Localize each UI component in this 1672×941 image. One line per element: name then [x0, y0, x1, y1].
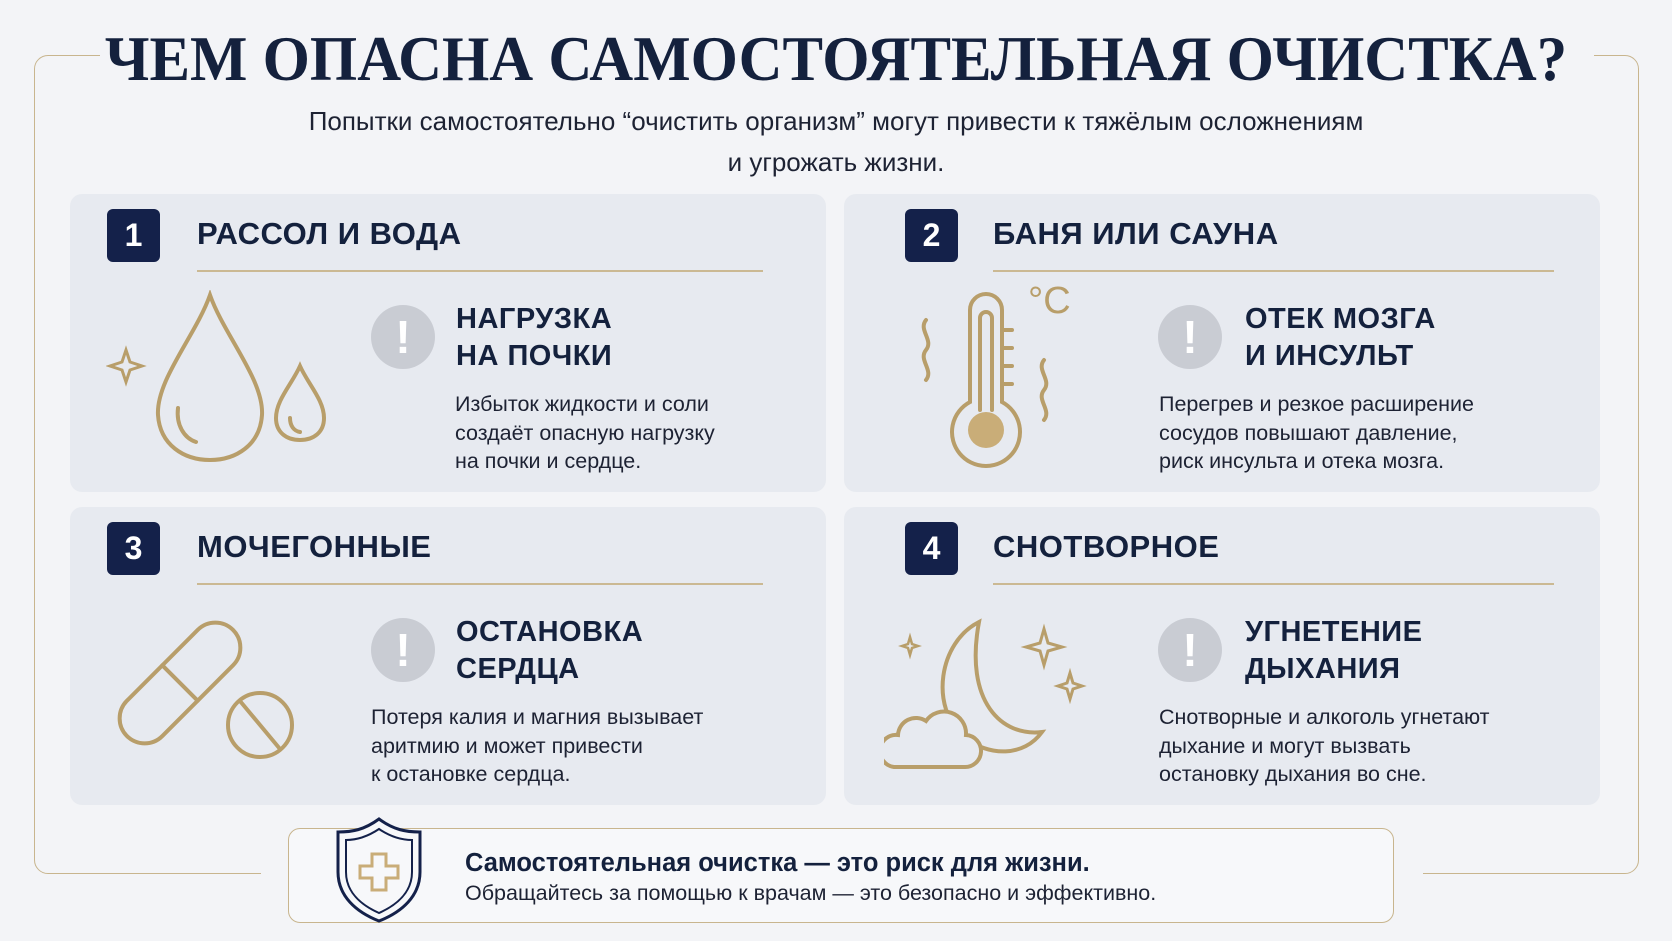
page-title: ЧЕМ ОПАСНА САМОСТОЯТЕЛЬНАЯ ОЧИСТКА?	[104, 23, 1568, 94]
divider	[993, 583, 1554, 585]
text-line: Снотворные и алкоголь угнетают	[1159, 705, 1490, 729]
divider	[197, 583, 763, 585]
card-brine-water	[70, 194, 826, 492]
subtitle	[0, 101, 1672, 183]
risk-description	[1159, 390, 1474, 476]
risk-title-line: ДЫХАНИЯ	[1245, 653, 1401, 685]
banner-headline: Самостоятельная очистка — это риск для жизни.	[465, 849, 1090, 877]
risk-title-line: НАГРУЗКА	[456, 303, 613, 335]
risk-title	[456, 301, 612, 375]
banner-advice: Обращайтесь за помощью к врачам — это безопасно и эффективно.	[465, 881, 1157, 905]
pills-icon	[110, 613, 310, 773]
text-line: создаёт опасную нагрузку	[455, 420, 715, 445]
risk-title-line: ОСТАНОВКА	[456, 616, 644, 648]
moon-cloud-icon	[884, 617, 1094, 777]
warning-icon: !	[371, 305, 435, 369]
risk-title-line: НА ПОЧКИ	[456, 340, 613, 372]
divider	[197, 270, 763, 272]
text-line: остановку дыхания во сне.	[1159, 762, 1427, 786]
risk-title-line: ОТЕК МОЗГА	[1245, 303, 1436, 335]
text-line: дыхание и могут вызвать	[1159, 733, 1411, 758]
warning-icon: !	[1158, 618, 1222, 682]
subtitle-line: Попытки самостоятельно “очистить организм” могут привести к тяжёлым осложнениям	[308, 106, 1364, 136]
risk-title	[1245, 614, 1422, 688]
card-heading: РАССОЛ И ВОДА	[197, 216, 462, 251]
number-badge: 2	[905, 209, 958, 262]
text-line: сосудов повышают давление,	[1159, 420, 1458, 445]
warning-banner	[288, 828, 1394, 923]
risk-description	[371, 703, 703, 789]
warning-icon: !	[371, 618, 435, 682]
text-line: к остановке сердца.	[371, 762, 571, 786]
text-line: на почки и сердце.	[455, 449, 642, 473]
risk-title	[1245, 301, 1436, 375]
risk-description	[1159, 703, 1490, 789]
warning-icon: !	[1158, 305, 1222, 369]
risk-title	[456, 614, 643, 688]
text-line: риск инсульта и отека мозга.	[1159, 449, 1445, 473]
text-line: Избыток жидкости и соли	[455, 392, 709, 416]
card-heading: МОЧЕГОННЫЕ	[197, 529, 432, 564]
text-line: аритмию и может привести	[371, 733, 643, 758]
card-diuretics	[70, 507, 826, 805]
card-bath-sauna	[844, 194, 1600, 492]
number-badge: 3	[107, 522, 160, 575]
card-heading: СНОТВОРНОЕ	[993, 529, 1220, 564]
risk-title-line: СЕРДЦА	[456, 653, 580, 685]
subtitle-line: и угрожать жизни.	[727, 147, 945, 177]
card-heading: БАНЯ ИЛИ САУНА	[993, 216, 1279, 251]
celsius-label: °C	[1028, 280, 1071, 322]
card-sleeping-pills	[844, 507, 1600, 805]
shield-cross-icon	[334, 816, 424, 924]
number-badge: 4	[905, 522, 958, 575]
text-line: Перегрев и резкое расширение	[1159, 392, 1474, 416]
water-drops-icon	[106, 290, 336, 470]
number-badge: 1	[107, 209, 160, 262]
risk-description	[455, 390, 715, 476]
risk-title-line: УГНЕТЕНИЕ	[1245, 616, 1423, 648]
divider	[993, 270, 1554, 272]
risk-title-line: И ИНСУЛЬТ	[1245, 340, 1414, 372]
text-line: Потеря калия и магния вызывает	[371, 705, 704, 729]
